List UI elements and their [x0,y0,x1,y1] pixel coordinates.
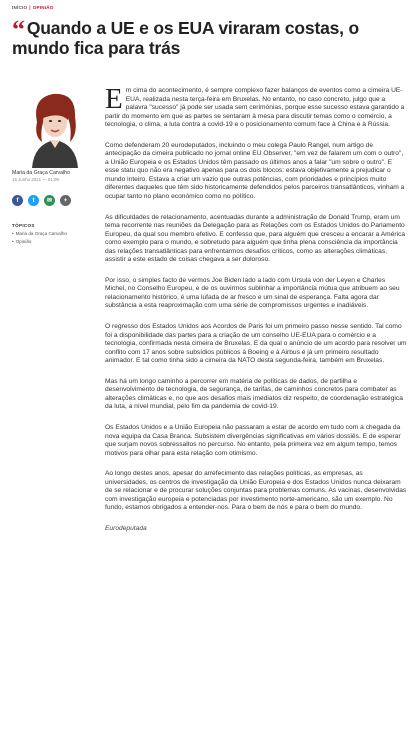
paragraph: As dificuldades de relacionamento, acentuadas durante a administração de Donald Trump, eram um tema recorrente nas reuniões da Delegação para as Relações com os Estados Unidos do Parlamento Europeu, da qual sou membro efetivo. E confesso que, para alguém que cresceu a encarar a América como exemplo para o mundo, e sobretudo para alguém que tinha plena consciência da importância das relações transatlânticas para enfrentarmos desafios críticos, como as alterações climáticas, assistir a este estado de coisas chegava a ser doloroso. [105,213,406,264]
topics-heading: TÓPICOS [12,223,35,228]
bullet-icon: • [12,239,14,244]
article-title-text: Quando a UE e os EUA viraram costas, o mundo fica para trás [12,18,359,58]
paragraph: Mas há um longo caminho a percorrer em matéria de políticas de dados, de partilha e desenvolvimento de tecnologia, de segurança, de tarifas, de caminhos concretos para combater as alterações climáticas e, no que aos desafios mais imediatos diz respeito, de coordenação estratégica da luta, a nível mundial, pelo fim da pandemia de covid-19. [105,377,403,411]
topics-list [12,230,67,246]
email-icon[interactable]: ✉ [44,195,55,206]
twitter-icon[interactable]: t [28,195,39,206]
paragraph: Por isso, o simples facto de vermos Joe Biden lado a lado com Ursula von der Leyen e Charles Michel, no Conselho Europeu, e de os ouvirmos sublinhar a importância mútua que atribuem ao seu relacionamento histórico, é uma lufada de ar fresco e um sinal de esperança. Falta agora dar substância a esta reaproximação com uma série de compromissos urgentes e inadiáveis. [105,276,400,310]
paragraph: Como defenderam 20 eurodeputados, incluindo o meu colega Paulo Rangel, num artigo de antecipação da cimeira publicado no jornal online EU Observer, "em vez de falarem um com o outro", a União Europeia e os Estados Unidos têm passado os últimos anos a falar "um sobre o outro". E esse statu quo não era negativo apenas para os dois blocos: estava objetivamente a prejudicar o mundo inteiro. Estava a criar um vazio que outras potências, com prioridades e princípios muito diferentes daqueles que têm sido historicamente defendidos pelos parceiros transatlânticos, vinham a ocupar tanto no plano económico como no político. [105,141,405,201]
topic-item[interactable] [12,230,67,238]
paragraph-text: m cima do acontecimento, é sempre complexo fazer balanços de eventos como a cimeira UE-EUA, realizada nesta terça-feira em Bruxelas. No entanto, no caso concreto, julgo que a palavra "sucesso" já pode ser usada sem cerimónias, porque esse sucesso estava garantido a partir do momento em que as partes se sentaram à mesa para discutir temas como o comércio, a tecnologia, o clima, a luta contra a covid-19 e o posicionamento comum face à China e à Rússia. [105,87,405,129]
paragraph [105,83,407,130]
paragraph: Ao longo destes anos, apesar do arrefecimento das relações políticas, as empresas, as universidades, os centros de investigação da União Europeia e dos Estados Unidos nunca deixaram de se relacionar e de procurar soluções conjuntas para problemas comuns. As vacinas, desenvolvidas com investigação europeia e potenciadas por investimento norte-americano, são um exemplo. No fundo, estamos obrigados a entender-nos. Para o bem de nós e para o bem do mundo. [105,470,407,512]
plus-icon[interactable]: + [60,195,71,206]
quote-icon: “ [12,15,25,44]
facebook-icon[interactable]: f [12,195,23,206]
publish-date: 16 Junho 2021 — 01:09 [12,177,59,182]
breadcrumb-home[interactable]: INÍCIO [12,5,28,10]
topic-label: Maria da Graça Carvalho [15,231,67,236]
paragraph: O regresso dos Estados Unidos aos Acordos de Paris foi um primeiro passo nesse sentido. Tal como foi a disponibilidade das partes para a criação de um conselho UE-EUA para o comércio e a tecnologia, confirmada nesta cimeira de Bruxelas. E da qual o anúncio de um acordo para resolver um conflito com 17 anos sobre subsídios públicos à Boeing e à Airbus é já um primeiro resultado animador. E tal como tinha sido a cimeira da NATO desta segunda-feira, também em Bruxelas. [105,323,407,365]
bullet-icon: • [12,231,14,236]
author-avatar [12,84,98,168]
share-buttons [12,195,71,206]
paragraph: Os Estados Unidos e a União Europeia não passaram a estar de acordo em tudo com a chegada da nova equipa da Casa Branca. Subsistem divergências significativas em vários dossiês. E de esperar que surjam novos sobressaltos no percurso. No entanto, pela primeira vez em algum tempo, temos motivos para olhar para esta relação com otimismo. [105,423,401,457]
article-title [12,15,412,58]
breadcrumb-category[interactable]: OPINIÃO [32,5,54,10]
breadcrumb [12,5,54,10]
breadcrumb-separator: | [29,5,31,10]
author-name[interactable]: Maria da Graça Carvalho [12,170,70,176]
article-body [105,83,407,545]
author-signature: Eurodeputada [105,524,147,532]
drop-cap: E [105,83,123,115]
topic-item[interactable] [12,238,67,246]
topic-label: Opinião [15,239,32,244]
